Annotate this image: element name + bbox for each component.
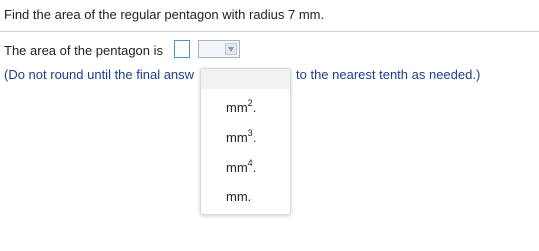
chevron-down-icon[interactable] [225,43,237,55]
hint-text-left: (Do not round until the final answ [4,67,195,82]
answer-prefix: The area of the pentagon is [4,43,164,58]
unit-option-mm2[interactable] [226,98,256,115]
unit-option-blank[interactable] [201,69,290,89]
unit-option-base: mm. [226,189,252,204]
unit-option-base: mm [226,100,248,115]
unit-option-base: mm [226,160,248,175]
unit-option-exponent: 2 [247,98,253,108]
unit-option-period: . [252,130,257,145]
unit-option-exponent: 3 [247,128,253,138]
unit-select[interactable] [198,40,240,58]
unit-option-mm[interactable] [226,189,251,204]
hint-text-right: to the nearest tenth as needed.) [296,67,481,82]
unit-option-mm3[interactable] [226,128,256,145]
unit-dropdown-menu [200,68,291,215]
unit-option-period: . [252,100,257,115]
unit-option-base: mm [226,130,248,145]
answer-input[interactable] [174,40,190,58]
unit-option-period: . [252,160,257,175]
question-text: Find the area of the regular pentagon with radius 7 mm. [4,7,325,22]
unit-option-exponent: 4 [247,158,253,168]
divider [0,31,539,32]
unit-option-mm4[interactable] [226,158,256,175]
